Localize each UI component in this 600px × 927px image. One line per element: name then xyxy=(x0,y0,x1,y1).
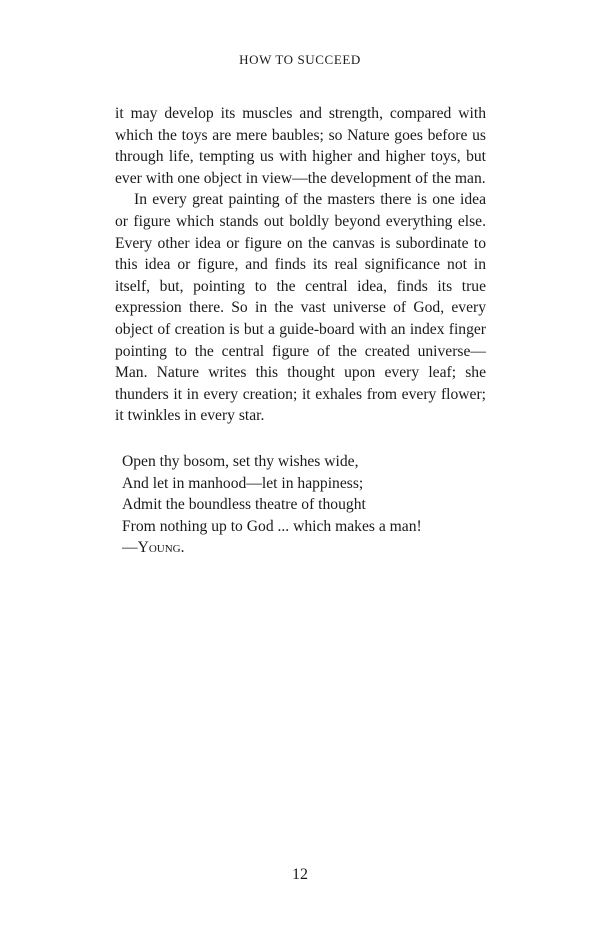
paragraph: In every great painting of the masters there is one idea or figure which stands out boldly beyond everything else. Every other idea or figure on the canvas is subordinate to this idea or figure, and finds its real significance not in itself, but, pointing to the central idea, finds its true expression there. So in the vast universe of God, every object of creation is but a guide-board with an index finger pointing to the central figure of the created universe—Man. Nature writes this thought upon every leaf; she thunders it in every creation; it exhales from every flower; it twinkles in every star. xyxy=(115,191,486,425)
verse-line: From nothing up to God ... which makes a man! xyxy=(122,517,422,535)
verse-attribution: —Young. xyxy=(122,539,185,557)
page-number: 12 xyxy=(292,866,308,883)
verse-line: Open thy bosom, set thy wishes wide, xyxy=(122,453,359,470)
running-head: HOW TO SUCCEED xyxy=(239,52,361,67)
verse-line: Admit the boundless theatre of thought xyxy=(122,496,366,514)
verse-line: And let in manhood—let in happiness; xyxy=(122,474,364,492)
body-text xyxy=(115,103,486,427)
paragraph: it may develop its muscles and strength, compared with which the toys are mere baubles; so Nature goes before us through life, tempting us with higher and higher toys, but ever with one object in view—the development of the man. xyxy=(115,105,486,187)
verse-quotation xyxy=(122,451,482,559)
